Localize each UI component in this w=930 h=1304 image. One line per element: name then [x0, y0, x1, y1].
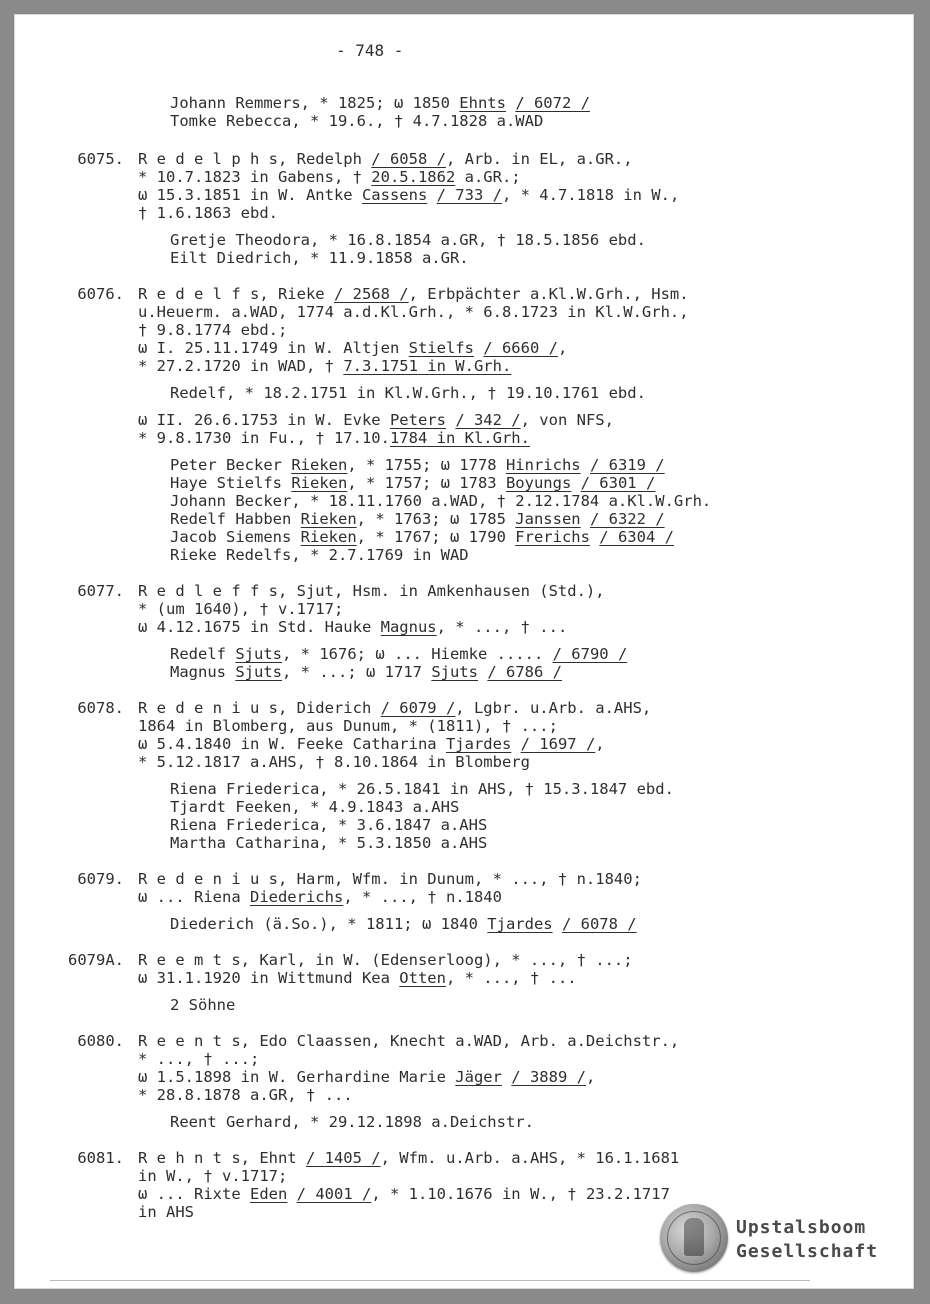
- underlined-ref: / 6319 /: [589, 456, 665, 474]
- text-segment: Magnus: [170, 663, 236, 681]
- text-segment: † 1.6.1863 ebd.: [138, 204, 278, 222]
- entry-line: [138, 717, 558, 735]
- underlined-ref: / 342 /: [455, 411, 521, 429]
- underlined-ref: Boyungs: [505, 474, 572, 492]
- entry-line: [138, 888, 502, 906]
- underlined-ref: / 6322 /: [589, 510, 665, 528]
- text-segment: ω 31.1.1920 in Wittmund Kea: [138, 969, 400, 987]
- text-segment: R e d e n i u s, Diderich: [138, 699, 381, 717]
- underlined-ref: Tjardes: [445, 735, 512, 753]
- text-segment: [478, 663, 487, 681]
- text-segment: ,: [595, 735, 605, 753]
- text-segment: R e d l e f f s, Sjut, Hsm. in Amkenhausen (Std.),: [138, 582, 605, 600]
- text-segment: Riena Friederica, * 26.5.1841 in AHS, † 15.3.1847 ebd.: [170, 780, 674, 798]
- text-segment: ω ... Rixte: [138, 1185, 250, 1203]
- text-segment: * 5.12.1817 a.AHS, † 8.10.1864 in Blomberg: [138, 753, 530, 771]
- text-segment: [553, 915, 562, 933]
- text-segment: ω 5.4.1840 in W. Feeke Catharina: [138, 735, 446, 753]
- entry-line: [138, 1185, 670, 1203]
- text-segment: Jacob Siemens: [170, 528, 301, 546]
- text-segment: [581, 456, 590, 474]
- text-segment: R e d e n i u s, Harm, Wfm. in Dunum, * ..., † n.1840;: [138, 870, 642, 888]
- text-segment: R e d e l f s, Rieke: [138, 285, 334, 303]
- underlined-ref: Rieken: [300, 510, 357, 528]
- text-segment: * 9.8.1730 in Fu., † 17.10.: [138, 429, 390, 447]
- entry-line: [138, 303, 689, 321]
- text-segment: [511, 735, 520, 753]
- text-segment: , * 1757; ω 1783: [347, 474, 506, 492]
- text-segment: ω II. 26.6.1753 in W. Evke: [138, 411, 390, 429]
- text-segment: Eilt Diedrich, * 11.9.1858 a.GR.: [170, 249, 469, 267]
- child-line: [170, 546, 469, 564]
- text-segment: ,: [557, 339, 568, 357]
- text-segment: [474, 339, 483, 357]
- footer-rule: [50, 1280, 810, 1281]
- text-segment: R e e n t s, Edo Claassen, Knecht a.WAD, Arb. a.Deichstr.,: [138, 1032, 680, 1050]
- text-segment: [427, 186, 436, 204]
- text-segment: Johann Remmers, * 1825; ω 1850: [170, 94, 460, 112]
- entry-line: [138, 1149, 679, 1167]
- underlined-ref: Janssen: [515, 510, 581, 528]
- underlined-ref: / 1697 /: [520, 735, 596, 753]
- child-line: [170, 798, 459, 816]
- text-segment: , * ...; ω 1717: [282, 663, 432, 681]
- entry-line: [138, 285, 689, 303]
- entry-line: [138, 699, 651, 717]
- underlined-ref: Cassens: [361, 186, 428, 204]
- underlined-ref: / 6304 /: [599, 528, 674, 546]
- carry-over-line: [170, 94, 590, 112]
- text-segment: , * 1.10.1676 in W., † 23.2.1717: [371, 1185, 670, 1203]
- text-segment: , Erbpächter a.Kl.W.Grh., Hsm.: [408, 285, 689, 303]
- text-segment: ,: [585, 1068, 596, 1086]
- text-segment: , * 1676; ω ... Hiemke .....: [282, 645, 553, 663]
- underlined-ref: / 1405 /: [305, 1149, 381, 1167]
- document-page: [14, 14, 914, 1289]
- underlined-ref: 20.5.1862: [371, 168, 456, 186]
- entry-line: [138, 870, 642, 888]
- child-line: [170, 492, 711, 510]
- entry-line: [138, 618, 567, 636]
- entry-number: 6079A.: [68, 951, 124, 969]
- text-segment: Reent Gerhard, * 29.12.1898 a.Deichstr.: [170, 1113, 534, 1131]
- underlined-ref: Stielfs: [408, 339, 474, 357]
- child-line: [170, 456, 665, 474]
- underlined-ref: Rieken: [300, 528, 357, 546]
- underlined-ref: / 6078 /: [561, 915, 637, 933]
- text-segment: u.Heuerm. a.WAD, 1774 a.d.Kl.Grh., * 6.8.1723 in Kl.W.Grh.,: [138, 303, 689, 321]
- underlined-ref: Rieken: [291, 474, 348, 492]
- text-segment: [506, 94, 515, 112]
- underlined-ref: Frerichs: [515, 528, 590, 546]
- underlined-ref: Eden: [249, 1185, 288, 1203]
- text-segment: * 10.7.1823 in Gabens, †: [138, 168, 372, 186]
- text-segment: Peter Becker: [170, 456, 292, 474]
- text-segment: , * ..., † ...: [436, 618, 568, 636]
- child-line: [170, 384, 646, 402]
- text-segment: Riena Friederica, * 3.6.1847 a.AHS: [170, 816, 488, 834]
- underlined-ref: / 6786 /: [487, 663, 562, 681]
- underlined-ref: Sjuts: [235, 645, 282, 663]
- underlined-ref: / 6790 /: [552, 645, 628, 663]
- entry-line: [138, 1032, 679, 1050]
- child-line: [170, 249, 469, 267]
- underlined-ref: Ehnts: [459, 94, 506, 112]
- entry-line: [138, 969, 577, 987]
- text-segment: Gretje Theodora, * 16.8.1854 a.GR, † 18.5.1856 ebd.: [170, 231, 646, 249]
- text-segment: R e h n t s, Ehnt: [138, 1149, 306, 1167]
- entry-line: [138, 582, 605, 600]
- text-segment: [502, 1068, 511, 1086]
- entry-line: [138, 186, 679, 204]
- text-segment: Rieke Redelfs, * 2.7.1769 in WAD: [170, 546, 469, 564]
- text-segment: , * ..., † ...: [445, 969, 577, 987]
- underlined-ref: Magnus: [380, 618, 437, 636]
- entry-line: [138, 429, 530, 447]
- watermark-line1: Upstalsboom: [736, 1217, 867, 1238]
- entry-number: 6081.: [77, 1149, 124, 1167]
- text-segment: , * 1767; ω 1790: [356, 528, 516, 546]
- entry-line: [138, 204, 278, 222]
- text-segment: , * 1763; ω 1785: [356, 510, 516, 528]
- underlined-ref: Hinrichs: [505, 456, 581, 474]
- text-segment: , von NFS,: [520, 411, 614, 429]
- underlined-ref: Sjuts: [431, 663, 478, 681]
- text-segment: in AHS: [138, 1203, 194, 1221]
- child-line: [170, 816, 487, 834]
- underlined-ref: / 6660 /: [483, 339, 558, 357]
- child-line: [170, 780, 674, 798]
- watermark-line2: Gesellschaft: [736, 1241, 879, 1262]
- text-segment: ω ... Riena: [138, 888, 250, 906]
- entry-line: [138, 1203, 194, 1221]
- text-segment: a.GR.;: [455, 168, 521, 186]
- child-line: [170, 915, 637, 933]
- child-line: [170, 996, 235, 1014]
- child-line: [170, 231, 646, 249]
- underlined-ref: / 4001 /: [296, 1185, 372, 1203]
- entry-number: 6077.: [77, 582, 124, 600]
- text-segment: * ..., † ...;: [138, 1050, 260, 1068]
- text-segment: Redelf: [170, 645, 236, 663]
- underlined-ref: / 2568 /: [333, 285, 409, 303]
- text-segment: Haye Stielfs: [170, 474, 292, 492]
- underlined-ref: Rieken: [291, 456, 348, 474]
- underlined-ref: 1784 in Kl.Grh.: [389, 429, 530, 447]
- text-segment: * 28.8.1878 a.GR, † ...: [138, 1086, 353, 1104]
- carry-over-line: [170, 112, 543, 130]
- entry-line: [138, 339, 567, 357]
- text-segment: * (um 1640), † v.1717;: [138, 600, 344, 618]
- text-segment: ω 15.3.1851 in W. Antke: [138, 186, 362, 204]
- text-segment: Redelf Habben: [170, 510, 301, 528]
- entry-line: [138, 753, 530, 771]
- entry-line: [138, 321, 287, 339]
- text-segment: Redelf, * 18.2.1751 in Kl.W.Grh., † 19.10.1761 ebd.: [170, 384, 646, 402]
- text-segment: ω 1.5.1898 in W. Gerhardine Marie: [138, 1068, 456, 1086]
- text-segment: , * ..., † n.1840: [343, 888, 502, 906]
- page-number: - 748 -: [336, 41, 404, 60]
- text-segment: [571, 474, 580, 492]
- text-segment: , * 1755; ω 1778: [347, 456, 506, 474]
- watermark-logo: [736, 1216, 878, 1264]
- underlined-ref: Sjuts: [235, 663, 282, 681]
- text-segment: [590, 528, 599, 546]
- text-segment: 1864 in Blomberg, aus Dunum, * (1811), † ...;: [138, 717, 558, 735]
- text-segment: R e d e l p h s, Redelph: [138, 150, 372, 168]
- underlined-ref: / 733 /: [436, 186, 502, 204]
- entry-number: 6079.: [77, 870, 124, 888]
- underlined-ref: Jäger: [455, 1068, 502, 1086]
- entry-line: [138, 357, 511, 375]
- entry-line: [138, 1167, 287, 1185]
- text-segment: * 27.2.1720 in WAD, †: [138, 357, 344, 375]
- entry-line: [138, 951, 633, 969]
- underlined-ref: Tjardes: [487, 915, 553, 933]
- text-segment: † 9.8.1774 ebd.;: [138, 321, 288, 339]
- underlined-ref: / 6072 /: [515, 94, 590, 112]
- entry-line: [138, 411, 614, 429]
- entry-number: 6075.: [77, 150, 124, 168]
- entry-number: 6076.: [77, 285, 124, 303]
- child-line: [170, 1113, 534, 1131]
- underlined-ref: / 6301 /: [580, 474, 656, 492]
- text-segment: , Wfm. u.Arb. a.AHS, * 16.1.1681: [380, 1149, 680, 1167]
- text-segment: [446, 411, 455, 429]
- text-segment: , Lgbr. u.Arb. a.AHS,: [455, 699, 652, 717]
- text-segment: Diederich (ä.So.), * 1811; ω 1840: [170, 915, 488, 933]
- child-line: [170, 528, 674, 546]
- child-line: [170, 645, 627, 663]
- text-segment: [287, 1185, 296, 1203]
- text-segment: , * 4.7.1818 in W.,: [501, 186, 680, 204]
- text-segment: 2 Söhne: [170, 996, 236, 1014]
- underlined-ref: Otten: [399, 969, 446, 987]
- child-line: [170, 510, 665, 528]
- underlined-ref: / 6079 /: [380, 699, 456, 717]
- entry-line: [138, 1086, 353, 1104]
- text-segment: , Arb. in EL, a.GR.,: [445, 150, 633, 168]
- entry-line: [138, 600, 343, 618]
- underlined-ref: Diederichs: [249, 888, 344, 906]
- child-line: [170, 834, 487, 852]
- text-segment: Johann Becker, * 18.11.1760 a.WAD, † 2.12.1784 a.Kl.W.Grh.: [170, 492, 712, 510]
- text-segment: Martha Catharina, * 5.3.1850 a.AHS: [170, 834, 488, 852]
- text-segment: Tjardt Feeken, * 4.9.1843 a.AHS: [170, 798, 460, 816]
- text-segment: ω I. 25.11.1749 in W. Altjen: [138, 339, 409, 357]
- entry-line: [138, 735, 605, 753]
- entry-line: [138, 150, 633, 168]
- underlined-ref: / 3889 /: [511, 1068, 586, 1086]
- underlined-ref: Peters: [389, 411, 446, 429]
- underlined-ref: 7.3.1751 in W.Grh.: [343, 357, 512, 375]
- entry-line: [138, 1068, 595, 1086]
- entry-number: 6080.: [77, 1032, 124, 1050]
- text-segment: ω 4.12.1675 in Std. Hauke: [138, 618, 381, 636]
- child-line: [170, 474, 655, 492]
- entry-line: [138, 1050, 259, 1068]
- upstalsboom-seal-icon: [660, 1204, 728, 1272]
- text-segment: in W., † v.1717;: [138, 1167, 288, 1185]
- text-segment: R e e m t s, Karl, in W. (Edenserloog), * ..., † ...;: [138, 951, 633, 969]
- text-segment: Tomke Rebecca, * 19.6., † 4.7.1828 a.WAD: [170, 112, 544, 130]
- entry-number: 6078.: [77, 699, 124, 717]
- text-segment: [581, 510, 590, 528]
- child-line: [170, 663, 562, 681]
- entry-line: [138, 168, 521, 186]
- underlined-ref: / 6058 /: [371, 150, 446, 168]
